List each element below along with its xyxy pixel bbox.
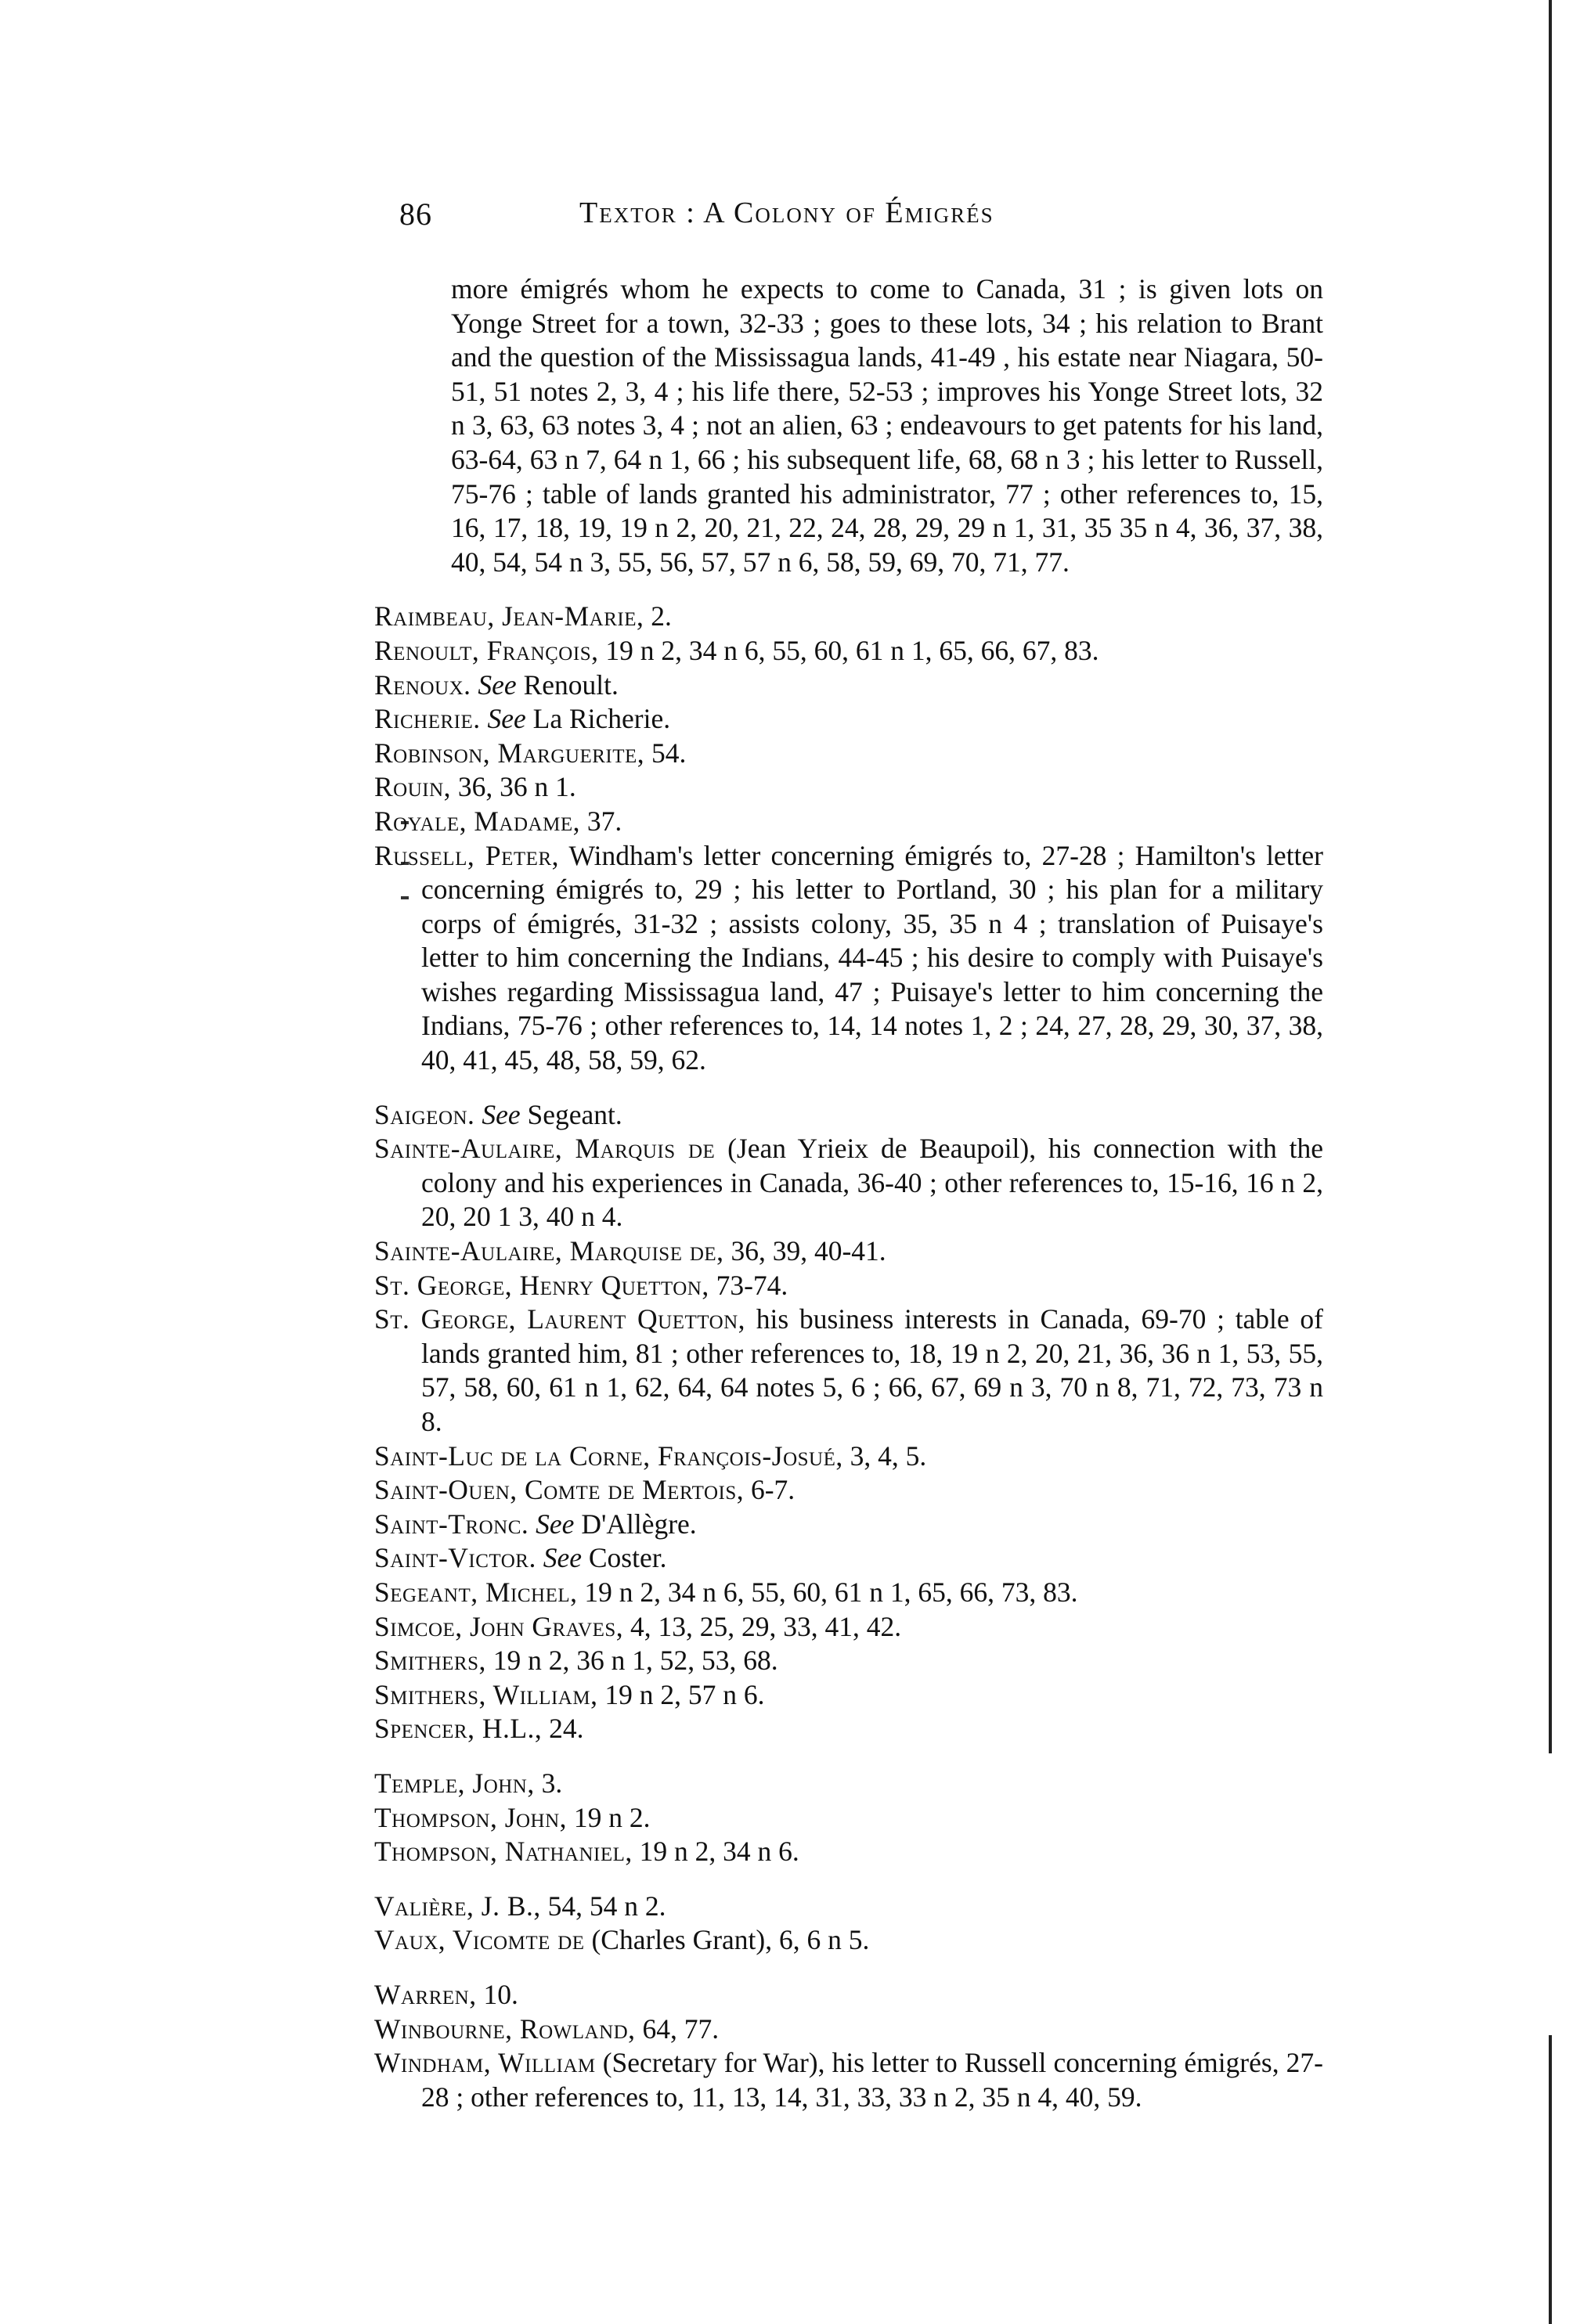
see-reference: See [482, 1098, 521, 1130]
entry-text: 6-7. [744, 1474, 796, 1506]
letter-group-gap [374, 1958, 1323, 1978]
entry-heading: Thompson, Nathaniel, [374, 1836, 633, 1868]
entry-text: 19 n 2, 36 n 1, 52, 53, 68. [485, 1645, 778, 1677]
page-edge-rule [1549, 0, 1552, 1753]
index-entry [374, 1835, 1323, 1869]
entry-text: 37. [579, 805, 622, 837]
running-head [399, 196, 1323, 243]
index-entry [374, 1978, 1323, 2012]
entry-text: Windham's letter concerning émigrés to, 27-28 ; Hamilton's letter concerning émigrés to, 29 ; his letter to Portland, 30 ; his plan for a military corps of émigrés, 31-32 ; assists colony, 35, 35 n 4 ; translation of Puisaye's letter to him concerning the Indians, 44-45 ; his desire to comply with Puisaye's wishes regarding Mississagua land, 47 ; Puisaye's letter to him concerning the Indians, 75-76 ; other references to, 14, 14 notes 1, 2 ; 24, 27, 28, 29, 30, 37, 38, 40, 41, 45, 48, 58, 59, 62. [421, 839, 1323, 1076]
index-entry [374, 600, 1323, 634]
entry-text: La Richerie. [525, 703, 671, 735]
entry-heading: Saigeon. [374, 1098, 475, 1130]
entry-heading: Warren, [374, 1978, 477, 2010]
letter-group-gap [374, 1746, 1323, 1767]
index-entry [374, 1610, 1323, 1645]
index-entry [374, 770, 1323, 805]
entry-heading: Rouin, [374, 771, 452, 803]
entry-text: 19 n 2. [567, 1801, 651, 1833]
entry-heading: Simcoe, John Graves, [374, 1610, 624, 1642]
index-entry [374, 1678, 1323, 1713]
entry-text: 3. [534, 1767, 563, 1799]
index-entry [374, 1801, 1323, 1836]
entry-text: 73-74. [709, 1269, 788, 1301]
entry-text: 24. [542, 1713, 584, 1745]
entry-text: 54, 54 n 2. [540, 1890, 666, 1922]
running-title: Textor : A Colony of Émigrés [579, 196, 994, 229]
entry-heading: Sainte-Aulaire, Marquis de [374, 1133, 716, 1165]
entry-heading: Royale, Madame, [374, 805, 580, 837]
index-entry [374, 668, 1323, 703]
index-entry [374, 1576, 1323, 1610]
entry-heading: Windham, William [374, 2047, 596, 2079]
entry-text: his business interests in Canada, 69-70 ; table of lands granted him, 81 ; other references to, 18, 19 n 2, 20, 21, 36, 36 n 1, 53, 55, 57, 58, 60, 61 n 1, 62, 64, 64 notes 5, 6 ; 66, 67, 69 n 3, 70 n 8, 71, 72, 73, 73 n 8. [421, 1303, 1323, 1437]
entry-heading: Smithers, [374, 1645, 486, 1677]
index-entry [374, 1269, 1323, 1303]
entry-heading: Valière, J. B., [374, 1890, 541, 1922]
index-entry [374, 1541, 1323, 1576]
entry-text: 10. [476, 1978, 518, 2010]
letter-group-gap [374, 1869, 1323, 1890]
index-entry [374, 702, 1323, 737]
entry-heading: Richerie. [374, 703, 481, 735]
index-entry [374, 2012, 1323, 2047]
index-entry [374, 805, 1323, 839]
entry-text: (Jean Yrieix de Beaupoil), his connection with the colony and his experiences in Canada, 36-40 ; other references to, 15-16, 16 n 2, 20, 20 1 3, 40 n 4. [421, 1133, 1323, 1233]
index-entry [374, 1132, 1323, 1234]
entry-heading: Renoult, François, [374, 634, 599, 666]
index-entry [374, 1644, 1323, 1678]
index-entry [374, 634, 1323, 668]
entry-text: (Charles Grant), 6, 6 n 5. [584, 1924, 870, 1956]
index-entry [374, 1890, 1323, 1924]
entry-heading: Vaux, Vicomte de [374, 1924, 585, 1956]
entry-text: Segeant. [520, 1098, 622, 1130]
entry-text: 36, 39, 40-41. [723, 1235, 886, 1267]
entry-heading: St. George, Henry Quetton, [374, 1269, 709, 1301]
index-entry [374, 1234, 1323, 1269]
entry-text: Coster. [581, 1542, 667, 1574]
entry-text: 54. [644, 737, 687, 769]
entry-text: 19 n 2, 34 n 6, 55, 60, 61 n 1, 65, 66, 67, 83. [598, 634, 1099, 666]
entry-text: 2. [644, 600, 672, 632]
entry-text: (Secretary for War), his letter to Russell concerning émigrés, 27-28 ; other references to, 11, 13, 14, 31, 33, 33 n 2, 35 n 4, 40, 59. [421, 2047, 1323, 2113]
entry-heading: Winbourne, Rowland, [374, 2012, 636, 2045]
page-edge-rule-lower [1549, 2035, 1552, 2324]
entry-text: 3, 4, 5. [842, 1439, 927, 1472]
entry-text: 64, 77. [635, 2012, 720, 2045]
index-entry [374, 1508, 1323, 1542]
entry-heading: Spencer, H.L., [374, 1713, 543, 1745]
page-number: 86 [399, 196, 432, 232]
see-reference: See [478, 668, 517, 701]
index-entry [374, 839, 1323, 1078]
see-reference: See [543, 1542, 582, 1574]
index-entry [374, 1303, 1323, 1439]
entry-heading: Segeant, Michel, [374, 1576, 578, 1608]
index-entry [374, 272, 1323, 579]
entry-text: 36, 36 n 1. [451, 771, 576, 803]
see-reference: See [487, 703, 526, 735]
entry-text: Renoult. [516, 668, 619, 701]
index-entry [374, 737, 1323, 771]
index-column [374, 272, 1323, 2114]
entry-heading: Saint-Ouen, Comte de Mertois, [374, 1474, 745, 1506]
entry-text: 19 n 2, 57 n 6. [597, 1678, 765, 1710]
entry-text: 19 n 2, 34 n 6, 55, 60, 61 n 1, 65, 66, 73, 83. [577, 1576, 1078, 1608]
entry-heading: Robinson, Marguerite, [374, 737, 645, 769]
entry-heading: Renoux. [374, 668, 471, 701]
entry-text: more émigrés whom he expects to come to Canada, 31 ; is given lots on Yonge Street for a town, 32-33 ; goes to these lots, 34 ; his relation to Brant and the question of the Mississagua lands, 41-49 , his estate near Niagara, 50-51, 51 notes 2, 3, 4 ; his life there, 52-53 ; improves his Yonge Street lots, 32 n 3, 63, 63 notes 3, 4 ; not an alien, 63 ; endeavours to get patents for his land, 63-64, 63 n 7, 64 n 1, 66 ; his subsequent life, 68, 68 n 3 ; his letter to Russell, 75-76 ; table of lands granted his administrator, 77 ; other references to, 15, 16, 17, 18, 19, 19 n 2, 20, 21, 22, 24, 28, 29, 29 n 1, 31, 35 35 n 4, 36, 37, 38, 40, 54, 54 n 3, 55, 56, 57, 57 n 6, 58, 59, 69, 70, 71, 77. [451, 273, 1323, 578]
see-reference: See [536, 1508, 575, 1540]
letter-group-gap [374, 1078, 1323, 1098]
entry-heading: Saint-Victor. [374, 1542, 536, 1574]
letter-group-gap [374, 579, 1323, 600]
index-entry [374, 2046, 1323, 2114]
entry-text: 4, 13, 25, 29, 33, 41, 42. [623, 1610, 902, 1642]
entry-heading: Sainte-Aulaire, Marquise de, [374, 1235, 724, 1267]
entry-heading: St. George, Laurent Quetton, [374, 1303, 746, 1335]
entry-heading: Raimbeau, Jean-Marie, [374, 600, 644, 632]
entry-text: 19 n 2, 34 n 6. [632, 1836, 799, 1868]
entry-heading: Temple, John, [374, 1767, 535, 1799]
index-entry [374, 1712, 1323, 1746]
entry-heading: Russell, Peter, [374, 839, 559, 871]
index-entry [374, 1473, 1323, 1508]
entry-heading: Smithers, William, [374, 1678, 598, 1710]
entry-heading: Saint-Luc de la Corne, François-Josué, [374, 1439, 843, 1472]
entry-text: D'Allègre. [574, 1508, 697, 1540]
entry-heading: Saint-Tronc. [374, 1508, 529, 1540]
index-entry [374, 1098, 1323, 1133]
index-entry [374, 1923, 1323, 1958]
index-entry [374, 1439, 1323, 1474]
index-entry [374, 1767, 1323, 1801]
entry-heading: Thompson, John, [374, 1801, 568, 1833]
